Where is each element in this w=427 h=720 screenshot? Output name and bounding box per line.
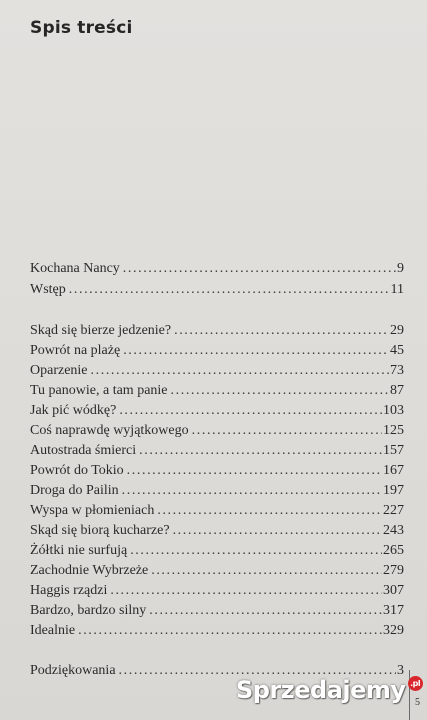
- toc-entry-title: Podziękowania: [30, 663, 116, 678]
- toc-entry-page: 157: [383, 443, 404, 458]
- toc-entry-title: Jak pić wódkę?: [30, 403, 117, 418]
- toc-entry-title: Autostrada śmierci: [30, 443, 137, 458]
- toc-leader-dots: [151, 562, 382, 580]
- toc-entry: [30, 600, 404, 620]
- page-title: Spis treści: [30, 18, 133, 38]
- watermark-badge: .pl: [408, 676, 423, 691]
- toc-leader-dots: [119, 402, 382, 420]
- toc-entry-page: 11: [390, 282, 404, 297]
- watermark-text: Sprzedajemy: [236, 676, 406, 704]
- toc-leader-dots: [192, 422, 382, 440]
- toc-leader-dots: [123, 342, 389, 360]
- toc-entry: [30, 360, 404, 380]
- toc-entry-page: 29: [390, 323, 404, 338]
- toc-leader-dots: [127, 462, 382, 480]
- toc-leader-dots: [139, 442, 382, 460]
- toc-entry: [30, 560, 404, 580]
- toc-leader-dots: [69, 281, 390, 299]
- toc-entry-title: Kochana Nancy: [30, 261, 120, 276]
- toc-leader-dots: [91, 362, 389, 380]
- toc-entry: [30, 258, 404, 278]
- toc-entry: [30, 540, 404, 560]
- toc-leader-dots: [130, 542, 382, 560]
- toc-entry-page: 243: [383, 523, 404, 538]
- toc-entry-title: Bardzo, bardzo silny: [30, 603, 147, 618]
- toc-entry: [30, 520, 404, 540]
- toc-entry-page: 265: [383, 543, 404, 558]
- toc-leader-dots: [174, 322, 389, 340]
- toc-entry-page: 279: [383, 563, 404, 578]
- toc-entry: [30, 320, 404, 340]
- toc-entry-page: 167: [383, 463, 404, 478]
- toc-entry-title: Haggis rządzi: [30, 583, 108, 598]
- toc-entry-title: Powrót do Tokio: [30, 463, 124, 478]
- toc-entry-page: 87: [390, 383, 404, 398]
- toc-entry-title: Skąd się biorą kucharze?: [30, 523, 170, 538]
- toc-entry: [30, 340, 404, 360]
- toc-entry: [30, 500, 404, 520]
- toc-entry-title: Powrót na plażę: [30, 343, 121, 358]
- toc-entry-title: Idealnie: [30, 623, 76, 638]
- toc-entry-page: 227: [383, 503, 404, 518]
- toc-entry: [30, 580, 404, 600]
- toc-entry-page: 3: [397, 663, 404, 678]
- toc-entry: [30, 460, 404, 480]
- toc-entry: [30, 380, 404, 400]
- toc-entry: [30, 279, 404, 299]
- toc-entry-title: Wstęp: [30, 282, 66, 297]
- toc-entry-title: Tu panowie, a tam panie: [30, 383, 168, 398]
- watermark-logo: [236, 670, 423, 710]
- toc-entry: [30, 420, 404, 440]
- toc-entry: [30, 440, 404, 460]
- toc-leader-dots: [157, 502, 382, 520]
- toc-leader-dots: [173, 522, 382, 540]
- toc-leader-dots: [78, 622, 382, 640]
- toc-leader-dots: [122, 482, 382, 500]
- toc-entry-page: 103: [383, 403, 404, 418]
- toc-entry-page: 45: [390, 343, 404, 358]
- toc-leader-dots: [123, 260, 396, 278]
- toc-entry-page: 329: [383, 623, 404, 638]
- toc-leader-dots: [149, 602, 382, 620]
- toc-entry-page: 197: [383, 483, 404, 498]
- toc-leader-dots: [171, 382, 389, 400]
- toc-entry-title: Wyspa w płomieniach: [30, 503, 155, 518]
- toc-entry-page: 9: [397, 261, 404, 276]
- toc-entry-page: 307: [383, 583, 404, 598]
- toc-entry-title: Droga do Pailin: [30, 483, 119, 498]
- toc-entry: [30, 400, 404, 420]
- toc-entry: [30, 480, 404, 500]
- toc-entry-page: 317: [383, 603, 404, 618]
- toc-entry-title: Oparzenie: [30, 363, 88, 378]
- toc-entry: [30, 620, 404, 640]
- toc-entry-title: Skąd się bierze jedzenie?: [30, 323, 172, 338]
- toc-entry-page: 125: [383, 423, 404, 438]
- page-number: 5: [415, 697, 420, 708]
- toc-entry-page: 73: [390, 363, 404, 378]
- toc-leader-dots: [110, 582, 382, 600]
- toc-entry-title: Coś naprawdę wyjątkowego: [30, 423, 189, 438]
- toc-entry-title: Zachodnie Wybrzeże: [30, 563, 149, 578]
- toc-entry-title: Żółtki nie surfują: [30, 543, 128, 558]
